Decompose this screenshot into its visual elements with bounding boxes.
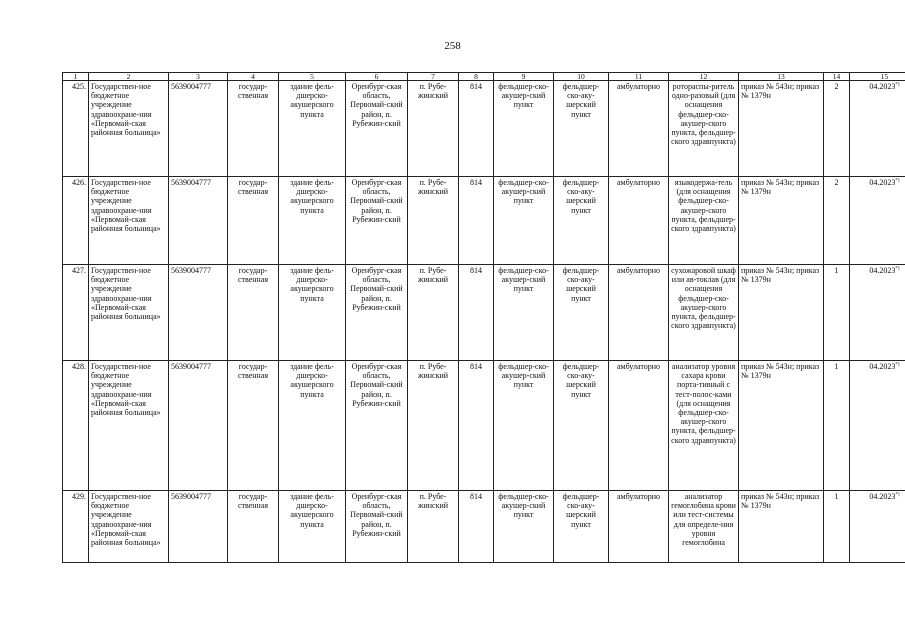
- row-number: 427.: [72, 266, 86, 275]
- care-type-cell: [609, 81, 669, 177]
- column-header: 1: [63, 73, 89, 81]
- table-row: [63, 81, 905, 177]
- order-reference: приказ № 543н; приказ № 1379н: [741, 362, 820, 381]
- ownership-form: государ-ственная: [237, 266, 269, 285]
- code-value-cell: [459, 491, 494, 563]
- column-header: 4: [228, 73, 279, 81]
- organization-name-cell: [89, 265, 169, 361]
- subunit-type: фельдшер-ско-аку-шерский пункт: [562, 362, 600, 399]
- locality: п. Рубе-жинский: [417, 362, 449, 381]
- address-cell: [346, 265, 408, 361]
- inn-value-cell: [169, 177, 228, 265]
- address-cell: [346, 491, 408, 563]
- quantity: 2: [834, 178, 839, 187]
- locality: п. Рубе-жинский: [417, 492, 449, 511]
- order-reference-cell: [739, 81, 824, 177]
- building-type: здание фель-дшерско-акушерского пункта: [290, 266, 334, 303]
- care-type: амбулаторно: [616, 178, 661, 187]
- unit-type-cell: [494, 491, 554, 563]
- footnote-mark: *): [895, 82, 900, 88]
- care-type: амбулаторно: [616, 492, 661, 501]
- care-type-cell: [609, 491, 669, 563]
- locality-cell: [408, 265, 459, 361]
- subunit-type: фельдшер-ско-аку-шерский пункт: [562, 178, 600, 215]
- inn-value: 5639004777: [171, 178, 211, 187]
- care-type-cell: [609, 361, 669, 491]
- address: Оренбург-ская область, Первомай-ский район, п. Рубежин-ский: [350, 266, 403, 312]
- column-header: 7: [408, 73, 459, 81]
- inn-value-cell: [169, 361, 228, 491]
- ownership-form-cell: [228, 81, 279, 177]
- building-type-cell: [279, 265, 346, 361]
- footnote-mark: *): [895, 362, 900, 368]
- organization-name: Государствен-ное бюджетное учреждение здравоохране-ния «Первомай-ская районная больница»: [91, 492, 161, 548]
- building-type: здание фель-дшерско-акушерского пункта: [290, 178, 334, 215]
- inn-value: 5639004777: [171, 82, 211, 91]
- code-value-cell: [459, 361, 494, 491]
- unit-type: фельдшер-ско-акушер-ский пункт: [498, 266, 549, 294]
- order-reference: приказ № 543н; приказ № 1379н: [741, 178, 820, 197]
- due-date: 04.2023: [869, 362, 896, 371]
- ownership-form: государ-ственная: [237, 362, 269, 381]
- quantity: 1: [834, 362, 839, 371]
- order-reference: приказ № 543н; приказ № 1379н: [741, 82, 820, 101]
- column-header: 15: [850, 73, 905, 81]
- subunit-type-cell: [554, 265, 609, 361]
- address: Оренбург-ская область, Первомай-ский район, п. Рубежин-ский: [350, 178, 403, 224]
- table-row: [63, 491, 905, 563]
- ownership-form-cell: [228, 361, 279, 491]
- order-reference-cell: [739, 361, 824, 491]
- address-cell: [346, 361, 408, 491]
- organization-name-cell: [89, 177, 169, 265]
- equipment-name-cell: [669, 265, 739, 361]
- equipment-name-cell: [669, 491, 739, 563]
- subunit-type: фельдшер-ско-аку-шерский пункт: [562, 266, 600, 303]
- column-header: 9: [494, 73, 554, 81]
- unit-type: фельдшер-ско-акушер-ский пункт: [498, 362, 549, 390]
- code-value: 814: [470, 492, 482, 501]
- ownership-form-cell: [228, 491, 279, 563]
- row-number-cell: [63, 177, 89, 265]
- page-number: 258: [444, 40, 461, 52]
- inn-value-cell: [169, 81, 228, 177]
- quantity-cell: [824, 81, 850, 177]
- quantity-cell: [824, 491, 850, 563]
- equipment-name: анализатор уровня сахара крови порта-тивный с тест-полос-ками (для оснащения фельдшер-ско-акушер-ского пункта, фельдшер-ского здравпункта): [671, 362, 736, 445]
- ownership-form: государ-ственная: [237, 492, 269, 511]
- equipment-name: ротораспы-ритель одно-разовый (для оснащения фельдшер-ско-акушер-ского пункта, фельдшер-ского здравпункта): [671, 82, 736, 147]
- unit-type-cell: [494, 81, 554, 177]
- inn-value: 5639004777: [171, 362, 211, 371]
- row-number-cell: [63, 265, 89, 361]
- row-number: 426.: [72, 178, 86, 187]
- column-header: 8: [459, 73, 494, 81]
- locality-cell: [408, 491, 459, 563]
- order-reference: приказ № 543н; приказ № 1379н: [741, 492, 820, 511]
- building-type-cell: [279, 177, 346, 265]
- care-type: амбулаторно: [616, 362, 661, 371]
- header-row: [63, 73, 905, 81]
- due-date: 04.2023: [869, 178, 896, 187]
- unit-type-cell: [494, 361, 554, 491]
- organization-name-cell: [89, 491, 169, 563]
- column-header: 5: [279, 73, 346, 81]
- organization-name: Государствен-ное бюджетное учреждение здравоохране-ния «Первомай-ская районная больница»: [91, 362, 161, 418]
- address-cell: [346, 81, 408, 177]
- inn-value: 5639004777: [171, 492, 211, 501]
- organization-name: Государствен-ное бюджетное учреждение здравоохране-ния «Первомай-ская районная больница»: [91, 178, 161, 234]
- due-date: 04.2023: [869, 492, 896, 501]
- footnote-mark: *): [895, 492, 900, 498]
- equipment-name: сухожаровой шкаф или ав-токлав (для оснащения фельдшер-ско-акушер-ского пункта, фельдшер-ского здравпункта): [671, 266, 736, 331]
- ownership-form-cell: [228, 177, 279, 265]
- locality: п. Рубе-жинский: [417, 266, 449, 285]
- code-value-cell: [459, 265, 494, 361]
- footnote-mark: *): [895, 266, 900, 272]
- care-type-cell: [609, 177, 669, 265]
- address: Оренбург-ская область, Первомай-ский район, п. Рубежин-ский: [350, 362, 403, 408]
- column-header: 12: [669, 73, 739, 81]
- column-header: 14: [824, 73, 850, 81]
- locality-cell: [408, 361, 459, 491]
- building-type-cell: [279, 491, 346, 563]
- due-date-cell: [850, 265, 905, 361]
- code-value: 814: [470, 178, 482, 187]
- subunit-type-cell: [554, 361, 609, 491]
- due-date-cell: [850, 177, 905, 265]
- equipment-name-cell: [669, 81, 739, 177]
- subunit-type-cell: [554, 491, 609, 563]
- column-header: 11: [609, 73, 669, 81]
- locality-cell: [408, 81, 459, 177]
- code-value-cell: [459, 177, 494, 265]
- column-header: 2: [89, 73, 169, 81]
- row-number-cell: [63, 81, 89, 177]
- care-type-cell: [609, 265, 669, 361]
- footnote-mark: *): [895, 178, 900, 184]
- unit-type-cell: [494, 265, 554, 361]
- ownership-form: государ-ственная: [237, 82, 269, 101]
- quantity: 1: [834, 492, 839, 501]
- ownership-form-cell: [228, 265, 279, 361]
- organization-name: Государствен-ное бюджетное учреждение здравоохране-ния «Первомай-ская районная больница»: [91, 266, 161, 322]
- inn-value-cell: [169, 491, 228, 563]
- order-reference: приказ № 543н; приказ № 1379н: [741, 266, 820, 285]
- locality: п. Рубе-жинский: [417, 82, 449, 101]
- equipment-name: языкодержа-тель (для оснащения фельдшер-ско-акушер-ского пункта, фельдшер-ского здравпункта): [671, 178, 736, 234]
- inn-value: 5639004777: [171, 266, 211, 275]
- unit-type: фельдшер-ско-акушер-ский пункт: [498, 82, 549, 110]
- row-number: 428.: [72, 362, 86, 371]
- order-reference-cell: [739, 265, 824, 361]
- unit-type: фельдшер-ско-акушер-ский пункт: [498, 492, 549, 520]
- code-value: 814: [470, 266, 482, 275]
- equipment-name-cell: [669, 361, 739, 491]
- due-date-cell: [850, 491, 905, 563]
- building-type: здание фель-дшерско-акушерского пункта: [290, 82, 334, 119]
- organization-name-cell: [89, 361, 169, 491]
- building-type: здание фель-дшерско-акушерского пункта: [290, 362, 334, 399]
- column-header: 13: [739, 73, 824, 81]
- address: Оренбург-ская область, Первомай-ский район, п. Рубежин-ский: [350, 492, 403, 538]
- code-value: 814: [470, 82, 482, 91]
- organization-name: Государствен-ное бюджетное учреждение здравоохране-ния «Первомай-ская районная больница»: [91, 82, 161, 138]
- unit-type-cell: [494, 177, 554, 265]
- subunit-type: фельдшер-ско-аку-шерский пункт: [562, 82, 600, 119]
- table-row: [63, 265, 905, 361]
- register-table: [62, 72, 905, 563]
- due-date-cell: [850, 81, 905, 177]
- column-header: 6: [346, 73, 408, 81]
- quantity-cell: [824, 361, 850, 491]
- column-header: 10: [554, 73, 609, 81]
- due-date: 04.2023: [869, 266, 896, 275]
- row-number: 425.: [72, 82, 86, 91]
- quantity: 1: [834, 266, 839, 275]
- due-date-cell: [850, 361, 905, 491]
- locality: п. Рубе-жинский: [417, 178, 449, 197]
- table-row: [63, 361, 905, 491]
- unit-type: фельдшер-ско-акушер-ский пункт: [498, 178, 549, 206]
- row-number-cell: [63, 361, 89, 491]
- order-reference-cell: [739, 491, 824, 563]
- building-type-cell: [279, 81, 346, 177]
- code-value: 814: [470, 362, 482, 371]
- row-number-cell: [63, 491, 89, 563]
- equipment-name: анализатор гемоглобина крови или тест-системы для определе-ния уровня гемоглобина: [671, 492, 736, 548]
- ownership-form: государ-ственная: [237, 178, 269, 197]
- subunit-type-cell: [554, 81, 609, 177]
- organization-name-cell: [89, 81, 169, 177]
- subunit-type: фельдшер-ско-аку-шерский пункт: [562, 492, 600, 529]
- quantity-cell: [824, 265, 850, 361]
- quantity-cell: [824, 177, 850, 265]
- column-header: 3: [169, 73, 228, 81]
- locality-cell: [408, 177, 459, 265]
- table-row: [63, 177, 905, 265]
- due-date: 04.2023: [869, 82, 896, 91]
- quantity: 2: [834, 82, 839, 91]
- inn-value-cell: [169, 265, 228, 361]
- code-value-cell: [459, 81, 494, 177]
- row-number: 429.: [72, 492, 86, 501]
- building-type: здание фель-дшерско-акушерского пункта: [290, 492, 334, 529]
- order-reference-cell: [739, 177, 824, 265]
- address-cell: [346, 177, 408, 265]
- care-type: амбулаторно: [616, 82, 661, 91]
- address: Оренбург-ская область, Первомай-ский район, п. Рубежин-ский: [350, 82, 403, 128]
- building-type-cell: [279, 361, 346, 491]
- subunit-type-cell: [554, 177, 609, 265]
- equipment-name-cell: [669, 177, 739, 265]
- care-type: амбулаторно: [616, 266, 661, 275]
